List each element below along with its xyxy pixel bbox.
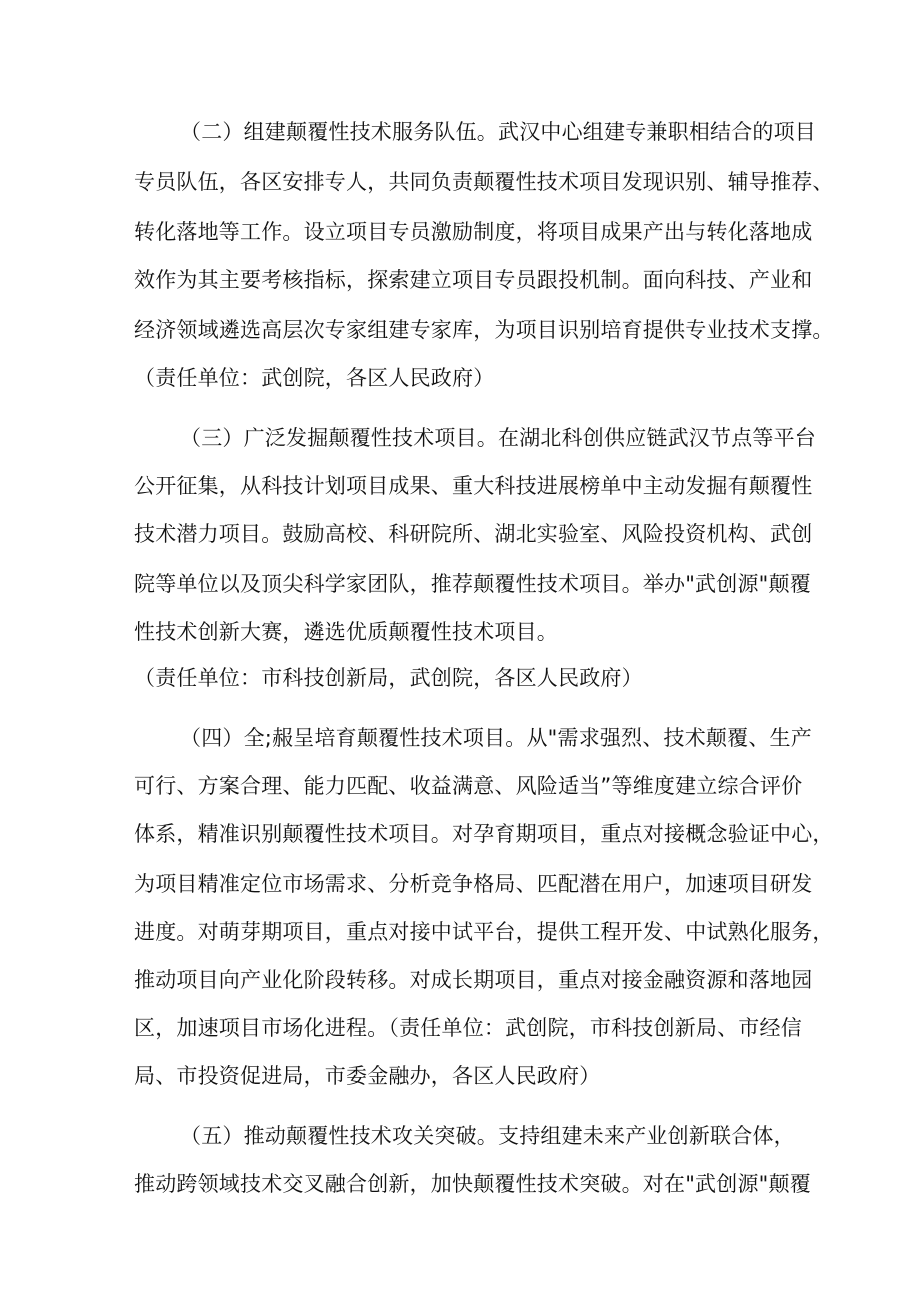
- paragraph-line: （三）广泛发掘颠覆性技术项目。在湖北科创供应链武汉节点等平台: [180, 426, 816, 450]
- paragraph-line: 性技术创新大赛，遴选优质颠覆性技术项目。: [134, 620, 558, 644]
- paragraph-line: 公开征集，从科技计划项目成果、重大科技进展榜单中主动发掘有颠覆性: [134, 474, 813, 498]
- paragraph-line: （四）全;赧呈培育颠覆性技术项目。从"需求强烈、技术颠覆、生产: [180, 726, 812, 750]
- paragraph-line: 转化落地等工作。设立项目专员激励制度，将项目成果产出与转化落地成: [134, 220, 813, 244]
- paragraph-line: 技术潜力项目。鼓励高校、科研院所、湖北实验室、风险投资机构、武创: [134, 522, 813, 546]
- paragraph-line: 进度。对萌芽期项目，重点对接中试平台，提供工程开发、中试熟化服务，: [134, 920, 834, 944]
- paragraph-line: 推动跨领域技术交叉融合创新，加快颠覆性技术突破。对在"武创源"颠覆: [134, 1172, 811, 1196]
- paragraph-line: 为项目精准定位市场需求、分析竞争格局、匹配潜在用户，加速项目研发: [134, 872, 813, 896]
- paragraph-line: 区，加速项目市场化进程。（责任单位：武创院，市科技创新局、市经信: [134, 1016, 802, 1040]
- paragraph-line: 局、市投资促进局，市委金融办，各区人民政府）: [134, 1064, 601, 1088]
- paragraph-line: 体系，精准识别颠覆性技术项目。对孕育期项目，重点对接概念验证中心，: [134, 822, 834, 846]
- responsibility-line: （责任单位：武创院，各区人民政府）: [134, 366, 495, 390]
- paragraph-line: 院等单位以及顶尖科学家团队，推荐颠覆性技术项目。举办"武创源"颠覆: [134, 572, 811, 596]
- paragraph-line: 专员队伍，各区安排专人，共同负责颠覆性技术项目发现识别、辅导推荐、: [134, 170, 834, 194]
- responsibility-line: （责任单位：市科技创新局，武创院，各区人民政府）: [134, 666, 643, 690]
- paragraph-line: 推动项目向产业化阶段转移。对成长期项目，重点对接金融资源和落地园: [134, 968, 813, 992]
- paragraph-line: （五）推动颠覆性技术攻关突破。支持组建未来产业创新联合体，: [180, 1124, 795, 1148]
- paragraph-line: 经济领域遴选高层次专家组建专家库，为项目识别培育提供专业技术支撑。: [134, 318, 834, 342]
- paragraph-line: 效作为其主要考核指标，探索建立项目专员跟投机制。面向科技、产业和: [134, 268, 813, 292]
- paragraph-line: （二）组建颠覆性技术服务队伍。武汉中心组建专兼职相结合的项目: [180, 120, 816, 144]
- paragraph-line: 可行、方案合理、能力匹配、收益满意、风险适当”等维度建立综合评价: [134, 774, 803, 798]
